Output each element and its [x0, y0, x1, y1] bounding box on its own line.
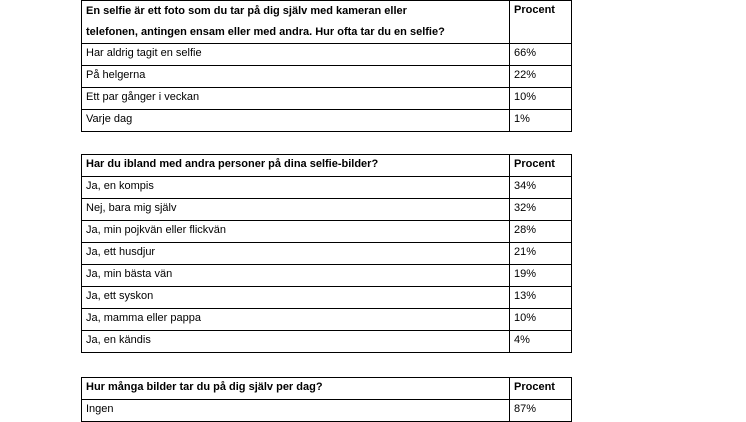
- row-value: 87%: [510, 400, 572, 422]
- row-value: 66%: [510, 44, 572, 66]
- row-label: Ja, ett husdjur: [82, 243, 510, 265]
- row-value: 19%: [510, 265, 572, 287]
- row-value: 1%: [510, 110, 572, 132]
- row-label: Ja, en kompis: [82, 177, 510, 199]
- table-row: [82, 243, 572, 265]
- row-value: 10%: [510, 309, 572, 331]
- question-header: [82, 1, 510, 44]
- row-value: 32%: [510, 199, 572, 221]
- table-row: [82, 287, 572, 309]
- row-label: Ja, min pojkvän eller flickvän: [82, 221, 510, 243]
- row-value: 10%: [510, 88, 572, 110]
- row-label: Ja, en kändis: [82, 331, 510, 353]
- row-value: 4%: [510, 331, 572, 353]
- percent-header: Procent: [510, 155, 572, 177]
- row-label: Ingen: [82, 400, 510, 422]
- table-row: [82, 88, 572, 110]
- row-label: Har aldrig tagit en selfie: [82, 44, 510, 66]
- table-row: [82, 400, 572, 422]
- table-row: [82, 309, 572, 331]
- table-row: [82, 221, 572, 243]
- selfies-per-day-table: [81, 377, 572, 422]
- row-label: Ja, min bästa vän: [82, 265, 510, 287]
- table-row: [82, 44, 572, 66]
- row-label: Ett par gånger i veckan: [82, 88, 510, 110]
- row-value: 22%: [510, 66, 572, 88]
- table-row: [82, 265, 572, 287]
- question-line-2: telefonen, antingen ensam eller med andra. Hur ofta tar du en selfie?: [86, 26, 445, 38]
- row-label: Nej, bara mig själv: [82, 199, 510, 221]
- question-header: Har du ibland med andra personer på dina selfie-bilder?: [82, 155, 510, 177]
- table-row: [82, 199, 572, 221]
- table-row: [82, 66, 572, 88]
- row-label: Varje dag: [82, 110, 510, 132]
- row-value: 34%: [510, 177, 572, 199]
- table-header-row: [82, 1, 572, 44]
- table-row: [82, 177, 572, 199]
- row-label: Ja, ett syskon: [82, 287, 510, 309]
- row-label: Ja, mamma eller pappa: [82, 309, 510, 331]
- selfie-frequency-table: [81, 0, 572, 132]
- percent-header: Procent: [510, 378, 572, 400]
- table-row: [82, 331, 572, 353]
- row-value: 13%: [510, 287, 572, 309]
- question-line-1: En selfie är ett foto som du tar på dig själv med kameran eller: [86, 5, 407, 17]
- row-value: 21%: [510, 243, 572, 265]
- question-header: Hur många bilder tar du på dig själv per dag?: [82, 378, 510, 400]
- row-value: 28%: [510, 221, 572, 243]
- table-header-row: [82, 378, 572, 400]
- selfie-companions-table: [81, 154, 572, 353]
- row-label: På helgerna: [82, 66, 510, 88]
- percent-header: Procent: [510, 1, 572, 44]
- table-row: [82, 110, 572, 132]
- table-header-row: [82, 155, 572, 177]
